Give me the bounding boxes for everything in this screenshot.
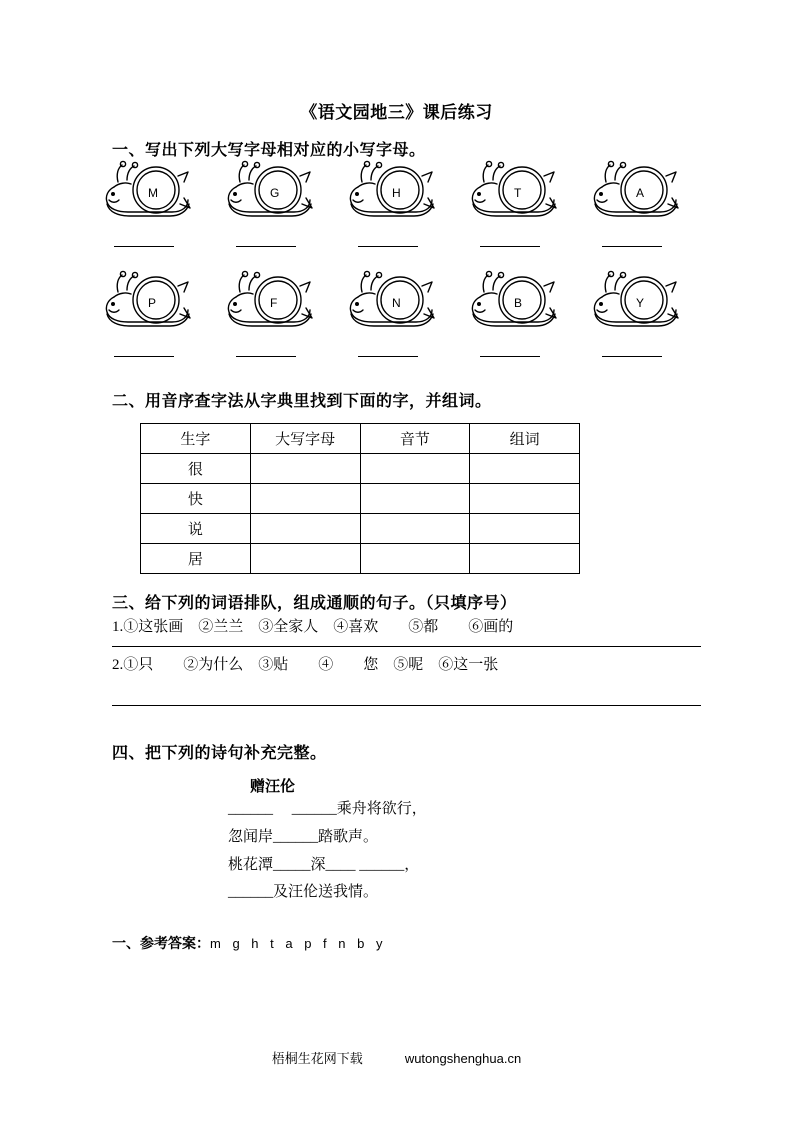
snail-letter-cell <box>462 270 568 344</box>
pinyin-lookup-table <box>140 423 580 574</box>
snail-uppercase-letter: Y <box>636 296 645 310</box>
sentence-order-item-1: 1.①这张画 ②兰兰 ③全家人 ④喜欢 ⑤都 ⑥画的 <box>112 619 514 635</box>
snail-answer-blank[interactable] <box>236 356 296 357</box>
table-header-cell: 音节 <box>360 424 470 454</box>
snail-uppercase-letter: F <box>270 296 278 310</box>
poem-line: ______及汪伦送我情。 <box>228 884 379 901</box>
snail-uppercase-letter: H <box>392 186 401 200</box>
table-cell-character: 说 <box>141 514 251 544</box>
table-header-cell: 组词 <box>470 424 580 454</box>
answers-label: 一、参考答案： <box>112 937 210 952</box>
snail-letter-cell <box>96 270 202 344</box>
table-cell-letter[interactable] <box>250 484 360 514</box>
table-cell-syllable[interactable] <box>360 544 470 574</box>
table-cell-word[interactable] <box>470 514 580 544</box>
sentence-order-item-2: 2.①只 ②为什么 ③贴 ④ 您 ⑤呢 ⑥这一张 <box>112 656 499 673</box>
snail-answer-blank[interactable] <box>114 246 174 247</box>
snail-answer-blank[interactable] <box>236 246 296 247</box>
table-header-row <box>141 424 580 454</box>
answer-rule-1[interactable] <box>112 645 701 647</box>
snail-letter-cell <box>96 160 202 234</box>
answer-rule-2[interactable] <box>112 704 701 706</box>
snail-letter-cell <box>462 160 568 234</box>
table-cell-character: 居 <box>141 544 251 574</box>
answers-block <box>112 933 793 953</box>
table-row <box>141 514 580 544</box>
answers-letters: m g h t a p f n b y <box>210 936 387 951</box>
snail-uppercase-letter: T <box>514 186 522 200</box>
snail-letter-cell <box>584 270 690 344</box>
section-three-heading: 三、给下列的词语排队，组成通顺的句子。（只填序号） <box>112 595 517 612</box>
snail-answer-blank[interactable] <box>358 246 418 247</box>
table-cell-word[interactable] <box>470 544 580 574</box>
section-two-heading: 二、用音序查字法从字典里找到下面的字，并组词。 <box>112 393 492 410</box>
table-row <box>141 454 580 484</box>
snail-uppercase-letter: B <box>514 296 523 310</box>
snail-letter-cell <box>340 270 446 344</box>
snail-letter-cell <box>218 270 324 344</box>
section-four-heading: 四、把下列的诗句补充完整。 <box>112 745 327 762</box>
table-cell-syllable[interactable] <box>360 454 470 484</box>
table-row <box>141 544 580 574</box>
section-one-heading: 一、写出下列大写字母相对应的小写字母。 <box>112 142 426 159</box>
snail-answer-blank[interactable] <box>602 356 662 357</box>
snail-answer-blank[interactable] <box>480 356 540 357</box>
table-row <box>141 484 580 514</box>
snail-uppercase-letter: G <box>270 186 280 200</box>
snail-letter-cell <box>218 160 324 234</box>
snail-uppercase-letter: P <box>148 296 157 310</box>
snail-letter-cell <box>340 160 446 234</box>
poem-line: ______ ______乘舟将欲行， <box>228 801 427 817</box>
poem-line: 忽闻岸______踏歌声。 <box>228 828 379 845</box>
snail-answer-blank[interactable] <box>114 356 174 357</box>
footer-site-url: wutongshenghua.cn <box>404 1051 522 1066</box>
footer <box>0 1048 793 1067</box>
snail-answer-blank[interactable] <box>358 356 418 357</box>
table-cell-character: 很 <box>141 454 251 484</box>
snail-uppercase-letter: M <box>148 186 158 200</box>
table-cell-word[interactable] <box>470 454 580 484</box>
table-cell-syllable[interactable] <box>360 514 470 544</box>
table-cell-letter[interactable] <box>250 454 360 484</box>
snail-answer-blank[interactable] <box>480 246 540 247</box>
snail-letter-cell <box>584 160 690 234</box>
table-cell-word[interactable] <box>470 484 580 514</box>
table-header-cell: 生字 <box>141 424 251 454</box>
table-cell-letter[interactable] <box>250 514 360 544</box>
snail-uppercase-letter: N <box>392 296 401 310</box>
table-cell-syllable[interactable] <box>360 484 470 514</box>
poem-title: 赠汪伦 <box>250 779 296 795</box>
snail-answer-blank[interactable] <box>602 246 662 247</box>
snail-row-1 <box>96 160 716 252</box>
table-cell-character: 快 <box>141 484 251 514</box>
snail-uppercase-letter: A <box>636 186 645 200</box>
page-title: 《语文园地三》课后练习 <box>300 103 493 122</box>
footer-site-name: 梧桐生花网下载 <box>271 1051 363 1066</box>
poem-line: 桃花潭_____深____ ______， <box>228 856 420 873</box>
table-header-cell: 大写字母 <box>250 424 360 454</box>
snail-row-2 <box>96 270 716 362</box>
table-cell-letter[interactable] <box>250 544 360 574</box>
